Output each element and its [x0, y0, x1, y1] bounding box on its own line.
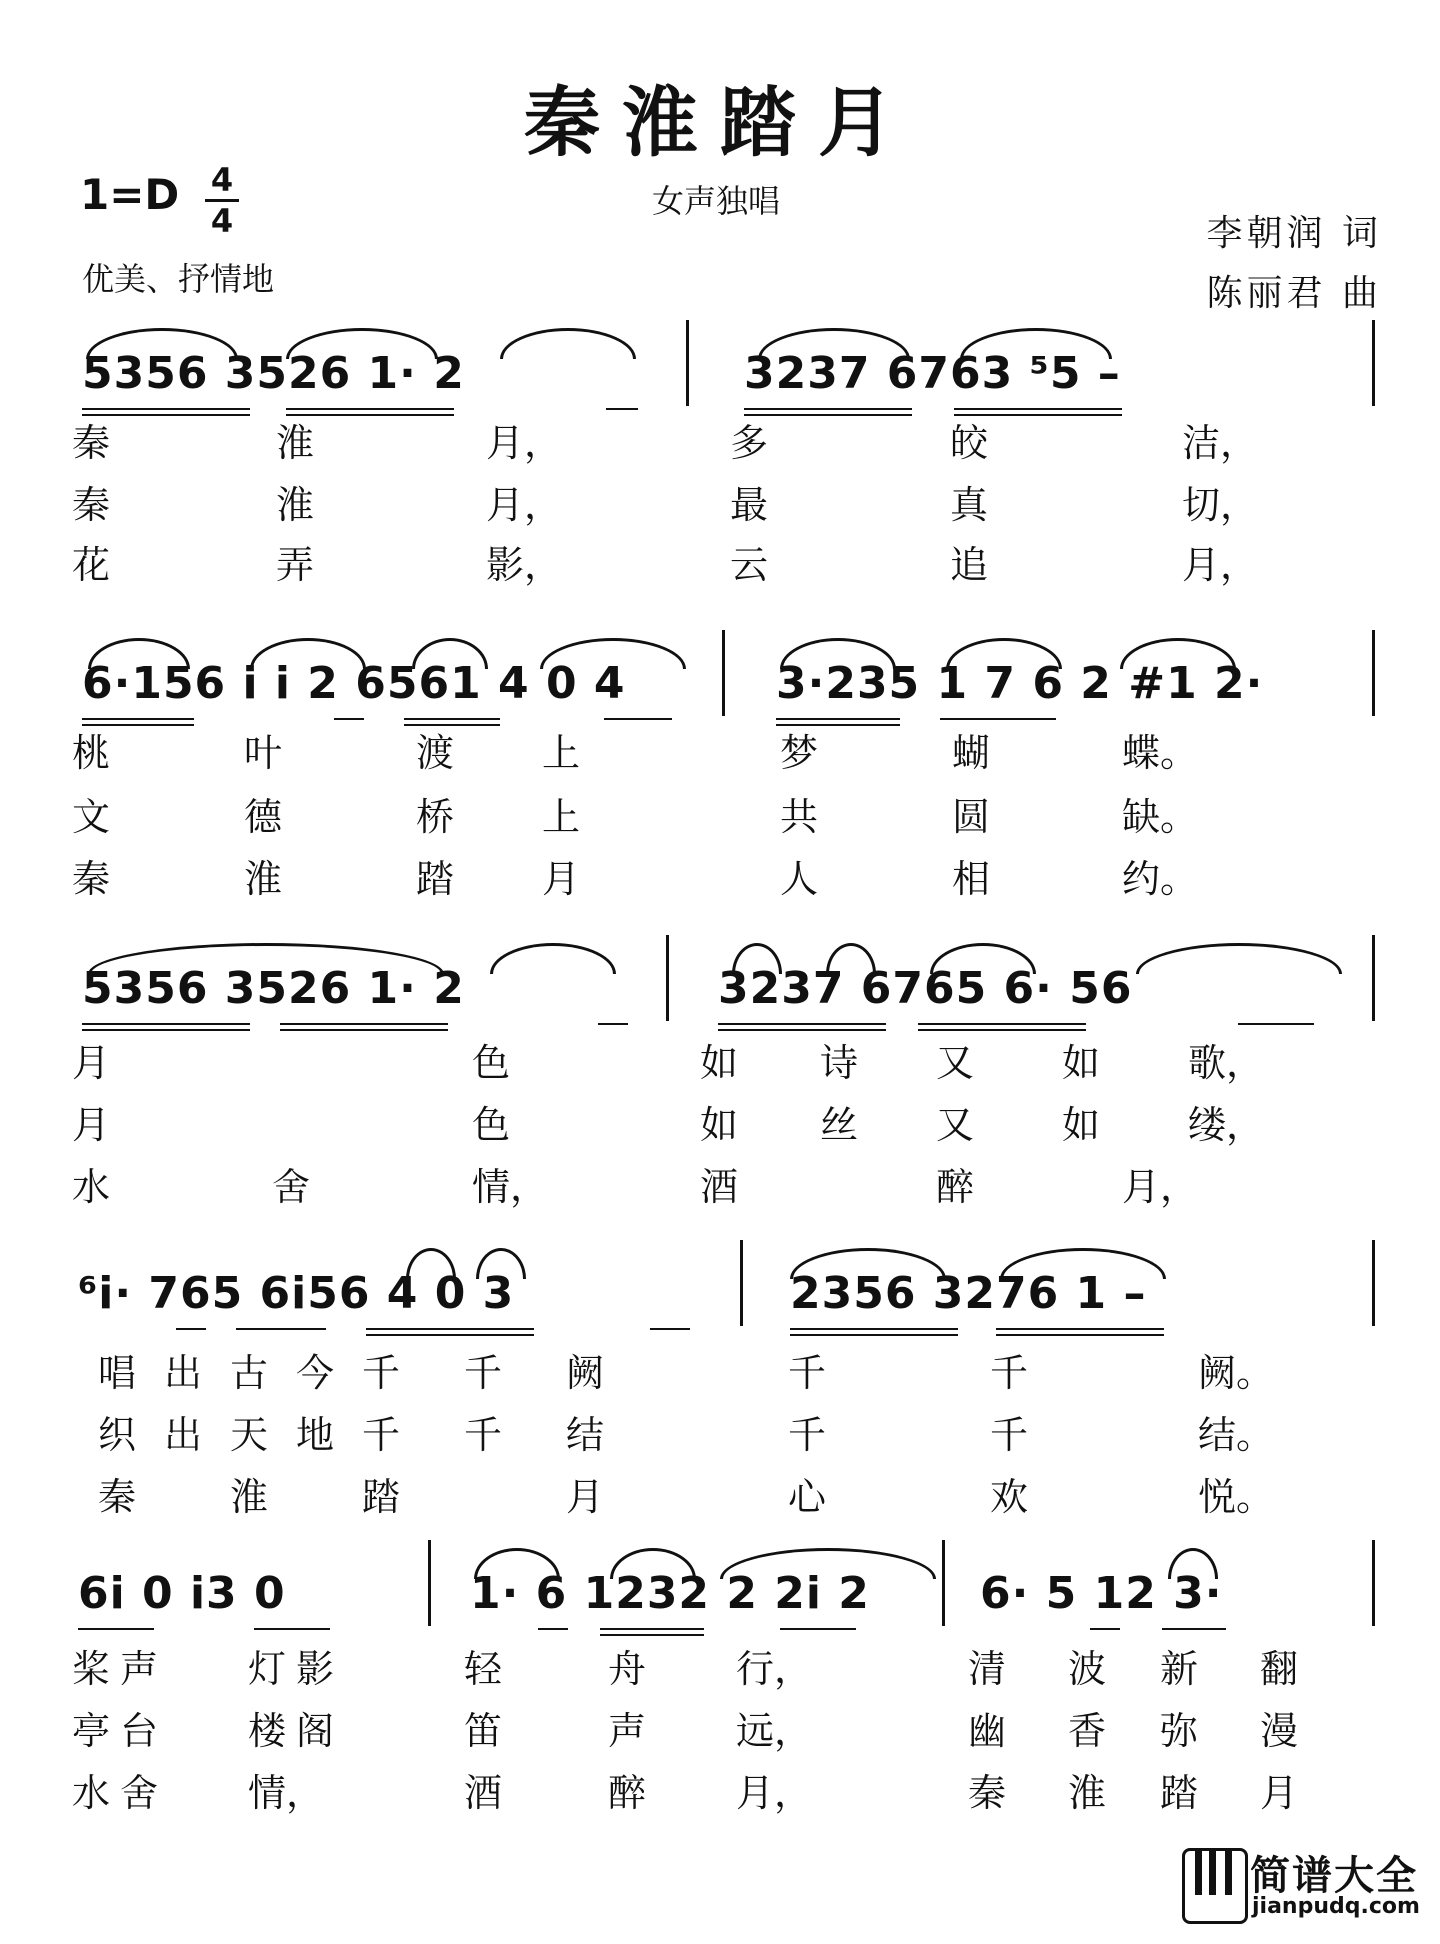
score-system-2	[0, 630, 1440, 930]
measure: 3237 6765 6· 56	[718, 963, 1133, 1014]
performance-type: 女声独唱	[652, 182, 781, 220]
watermark-name: 简谱大全	[1250, 1853, 1418, 1899]
time-signature-top: 4	[210, 161, 234, 199]
key-signature: 1=D	[80, 170, 180, 219]
score-system-5	[0, 1540, 1440, 1840]
measure: 1· 6 1232 2 2i 2	[470, 1568, 870, 1619]
measure: ⁶i· 765 6i56 4 0 3	[78, 1268, 515, 1319]
lyricist-credit: 李朝润 词	[1206, 213, 1382, 254]
piano-keys-icon	[1182, 1848, 1248, 1924]
measure: 5356 3526 1· 2	[82, 963, 465, 1014]
measure: 5356 3526 1· 2	[82, 348, 465, 399]
tempo-marking: 优美、抒情地	[82, 260, 275, 298]
measure: 3·235 1 7 6 2 #1 2·	[776, 658, 1264, 709]
composer-credit: 陈丽君 曲	[1206, 273, 1382, 314]
site-watermark	[1182, 1844, 1422, 1924]
watermark-site: jianpudq.com	[1252, 1894, 1420, 1919]
measure: 3237 6763 ⁵5 –	[744, 348, 1121, 399]
measure: 6i 0 i3 0	[78, 1568, 286, 1619]
measure: 6· 5 12 3·	[980, 1568, 1223, 1619]
song-title: 秦淮踏月	[524, 78, 916, 167]
measure: 2356 3276 1 –	[790, 1268, 1147, 1319]
time-signature	[205, 162, 239, 239]
measure: 6·156 i i 2 6561 4 0 4	[82, 658, 626, 709]
time-signature-bottom: 4	[210, 202, 234, 240]
